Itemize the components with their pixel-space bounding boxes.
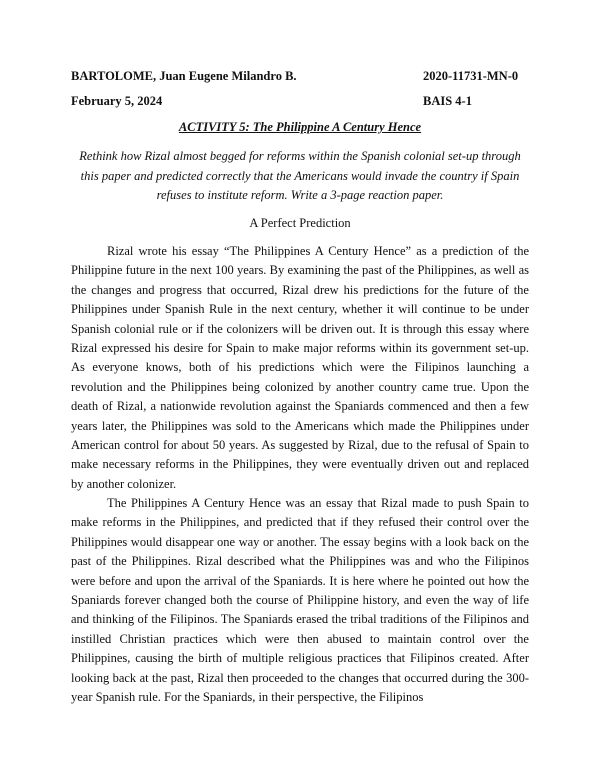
class-section: BAIS 4-1: [423, 94, 472, 108]
essay-title: A Perfect Prediction: [249, 216, 351, 230]
student-id: 2020-11731-MN-0: [423, 69, 519, 83]
submission-date: February 5, 2024: [71, 94, 163, 108]
essay-paragraph: The Philippines A Century Hence was an essay that Rizal made to push Spain to make reforms in the Philippines, and predicted that if they refused their control over the Philippines would disappear one way or another. The essay begins with a look back on the past of the Philippines. Rizal described what the Philippines was and who the Filipinos were before and upon the arrival of the Spaniards. It is here where he pointed out how the Spaniards forever changed both the course of Philippine history, and even the way of life and thinking of the Filipinos. The Spaniards erased the tribal traditions of the Filipinos and instilled Christian practices which were then abused to maintain control over the Philippines, causing the birth of multiple religious practices that Filipinos created. After looking back at the past, Rizal then proceeded to the changes that occurred during the 300-year Spanish rule. For the Spaniards, in their perspective, the Filipinos: [71, 496, 529, 705]
activity-title: ACTIVITY 5: The Philippine A Century Hence: [178, 120, 422, 134]
activity-instructions: Rethink how Rizal almost begged for reforms within the Spanish colonial set-up through this paper and predicted correctly that the Americans would invade the country if Spain refuses to institute reform. Write a 3-page reaction paper.: [79, 149, 521, 202]
student-name: BARTOLOME, Juan Eugene Milandro B.: [71, 69, 297, 83]
essay-paragraph: Rizal wrote his essay “The Philippines A Century Hence” as a prediction of the Philippine future in the next 100 years. By examining the past of the Philippines, as well as the changes and progress that occurred, Rizal drew his predictions for the future of the Philippines under Spanish Rule in the next century, whether it will continue to be under Spanish colonial rule or if the colonizers will be driven out. It is through this essay where Rizal expressed his desire for Spain to make major reforms within its government set-up. As everyone knows, both of his predictions which were the Filipinos launching a revolution and the Philippines being colonized by another country came true. Upon the death of Rizal, a nationwide revolution against the Spaniards commenced and then a few years later, the Philippines was sold to the Americans which made the Philippines under American control for about 50 years. As suggested by Rizal, due to the refusal of Spain to make necessary reforms in the Philippines, they were eventually driven out and replaced by another colonizer.: [71, 244, 529, 491]
